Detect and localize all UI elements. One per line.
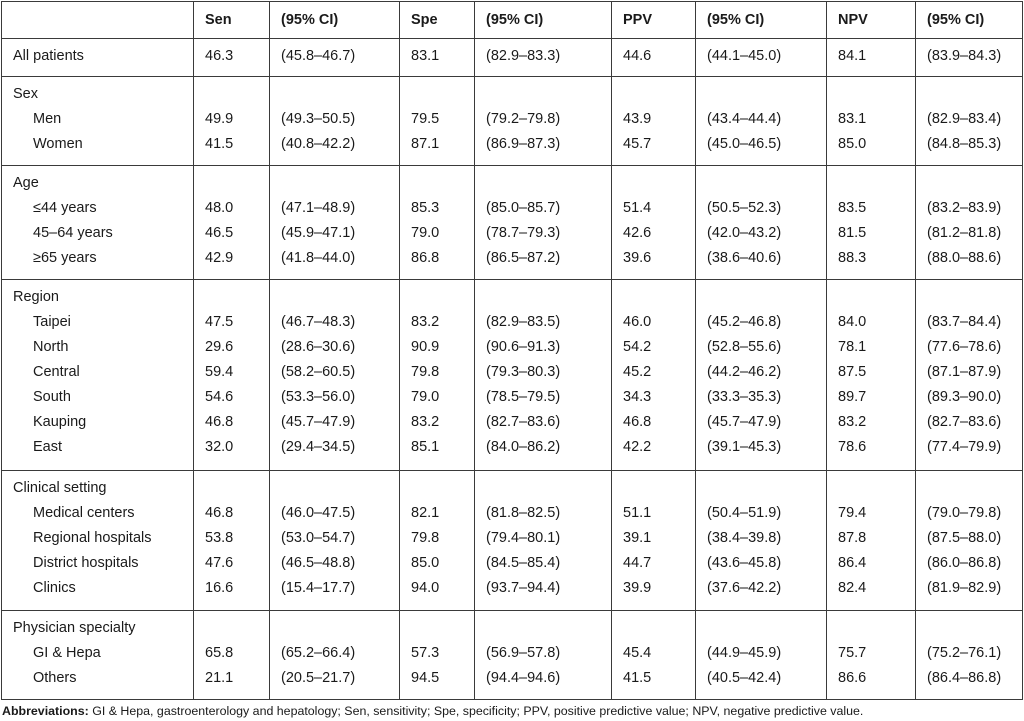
estimate-value: 82.1 (411, 505, 440, 522)
estimate-value: 29.6 (205, 339, 234, 356)
estimate-value: 79.5 (411, 110, 440, 127)
value-cell (827, 611, 916, 700)
header-cell (2, 2, 194, 39)
group-title: Physician specialty (13, 620, 136, 637)
estimate-value: 49.9 (205, 110, 234, 127)
estimate-value: 43.9 (623, 110, 652, 127)
ci-value: (45.8–46.7) (281, 48, 356, 64)
estimate-value: 79.8 (411, 530, 440, 547)
ci-value: (88.0–88.6) (927, 249, 1002, 266)
ci-value: (65.2–66.4) (281, 645, 356, 662)
ci-value: (79.2–79.8) (486, 110, 561, 127)
spacer (205, 476, 269, 501)
estimate-value: 79.4 (838, 505, 867, 522)
row-label: District hospitals (33, 555, 139, 572)
header-cell: PPV (612, 2, 696, 39)
estimate-value: 45.4 (623, 645, 652, 662)
estimate-value: 54.2 (623, 339, 652, 356)
ci-value: (82.7–83.6) (486, 414, 561, 431)
ci-value: (33.3–35.3) (707, 389, 782, 406)
estimate-value: 39.1 (623, 530, 652, 547)
ci-value: (29.4–34.5) (281, 439, 356, 456)
results-table (1, 1, 1023, 700)
row-label: Women (33, 135, 83, 152)
value-cell (696, 611, 827, 700)
ci-value: (56.9–57.8) (486, 645, 561, 662)
ci-value: (45.2–46.8) (707, 314, 782, 331)
ci-value: (87.5–88.0) (927, 530, 1002, 547)
spacer (623, 285, 695, 310)
header-cell: NPV (827, 2, 916, 39)
value-cell (400, 280, 475, 471)
spacer (927, 171, 1022, 196)
estimate-value: 90.9 (411, 339, 440, 356)
value-cell (194, 39, 270, 77)
footnote-text: GI & Hepa, gastroenterology and hepatology; Sen, sensitivity; Spe, specificity; PPV, positive predictive value; NPV, negative predictive value. (88, 704, 864, 718)
ci-value: (84.8–85.3) (927, 135, 1002, 152)
value-cell (612, 76, 696, 165)
value-cell (400, 611, 475, 700)
row-label: Others (33, 670, 77, 687)
ci-value: (82.9–83.5) (486, 314, 561, 331)
ci-value: (79.0–79.8) (927, 505, 1002, 522)
value-cell (916, 471, 1023, 611)
value-cell (400, 76, 475, 165)
value-cell (400, 471, 475, 611)
value-cell (475, 165, 612, 279)
estimate-value: 47.5 (205, 314, 234, 331)
ci-value: (77.6–78.6) (927, 339, 1002, 356)
estimate-value: 21.1 (205, 670, 234, 687)
spacer (486, 82, 611, 107)
row-label: North (33, 339, 69, 356)
table-row-group (2, 39, 1023, 77)
value-cell (475, 280, 612, 471)
row-label: East (33, 439, 63, 456)
table-row-group (2, 471, 1023, 611)
ci-value: (50.5–52.3) (707, 199, 782, 216)
value-cell (696, 471, 827, 611)
estimate-value: 87.5 (838, 364, 867, 381)
ci-value: (82.9–83.4) (927, 110, 1002, 127)
row-label: GI & Hepa (33, 645, 101, 662)
row-label-cell (2, 611, 194, 700)
value-cell (400, 165, 475, 279)
spacer (838, 476, 915, 501)
spacer (411, 171, 474, 196)
ci-value: (15.4–17.7) (281, 580, 356, 597)
ci-value: (46.0–47.5) (281, 505, 356, 522)
estimate-value: 16.6 (205, 580, 234, 597)
spacer (623, 476, 695, 501)
row-label: South (33, 389, 71, 406)
estimate-value: 75.7 (838, 645, 867, 662)
estimate-value: 39.9 (623, 580, 652, 597)
ci-value: (44.1–45.0) (707, 48, 782, 64)
estimate-value: 46.8 (205, 414, 234, 431)
value-cell (612, 471, 696, 611)
estimate-value: 54.6 (205, 389, 234, 406)
ci-value: (49.3–50.5) (281, 110, 356, 127)
estimate-value: 42.6 (623, 224, 652, 241)
spacer (411, 616, 474, 641)
estimate-value: 79.0 (411, 224, 440, 241)
ci-value: (45.7–47.9) (707, 414, 782, 431)
estimate-value: 86.4 (838, 555, 867, 572)
estimate-value: 83.1 (838, 110, 867, 127)
value-cell (696, 280, 827, 471)
ci-value: (79.3–80.3) (486, 364, 561, 381)
estimate-value: 86.8 (411, 249, 440, 266)
spacer (707, 476, 826, 501)
ci-value: (77.4–79.9) (927, 439, 1002, 456)
estimate-value: 47.6 (205, 555, 234, 572)
value-cell (194, 471, 270, 611)
estimate-value: 59.4 (205, 364, 234, 381)
row-label: Taipei (33, 314, 71, 331)
spacer (927, 476, 1022, 501)
estimate-value: 85.3 (411, 199, 440, 216)
group-title: Clinical setting (13, 480, 107, 497)
ci-value: (38.6–40.6) (707, 249, 782, 266)
value-cell (475, 76, 612, 165)
value-cell (194, 76, 270, 165)
group-title: Age (13, 174, 39, 191)
estimate-value: 87.8 (838, 530, 867, 547)
header-cell: (95% CI) (475, 2, 612, 39)
estimate-value: 65.8 (205, 645, 234, 662)
ci-value: (90.6–91.3) (486, 339, 561, 356)
spacer (205, 171, 269, 196)
spacer (707, 616, 826, 641)
estimate-value: 83.2 (411, 314, 440, 331)
spacer (281, 285, 399, 310)
estimate-value: 79.8 (411, 364, 440, 381)
ci-value: (53.3–56.0) (281, 389, 356, 406)
estimate-value: 46.8 (623, 414, 652, 431)
estimate-value: 89.7 (838, 389, 867, 406)
row-label: Men (33, 110, 62, 127)
value-cell (696, 39, 827, 77)
value-cell (827, 280, 916, 471)
ci-value: (41.8–44.0) (281, 249, 356, 266)
estimate-value: 79.0 (411, 389, 440, 406)
row-label: Medical centers (33, 505, 135, 522)
estimate-value: 53.8 (205, 530, 234, 547)
value-cell (612, 611, 696, 700)
estimate-value: 45.2 (623, 364, 652, 381)
group-title: Sex (13, 85, 38, 102)
spacer (486, 171, 611, 196)
table-row-group (2, 280, 1023, 471)
estimate-value: 83.2 (411, 414, 440, 431)
row-label-cell (2, 280, 194, 471)
ci-value: (78.5–79.5) (486, 389, 561, 406)
footnote (2, 703, 863, 720)
value-cell (916, 39, 1023, 77)
estimate-value: 83.5 (838, 199, 867, 216)
header-row (2, 2, 1023, 39)
ci-value: (40.8–42.2) (281, 135, 356, 152)
ci-value: (82.9–83.3) (486, 48, 561, 64)
spacer (411, 285, 474, 310)
estimate-value: 87.1 (411, 135, 440, 152)
row-label: 45–64 years (33, 224, 113, 241)
estimate-value: 83.2 (838, 414, 867, 431)
estimate-value: 46.5 (205, 224, 234, 241)
row-label: ≥65 years (33, 249, 97, 266)
header-cell: (95% CI) (270, 2, 400, 39)
estimate-value: 46.3 (205, 48, 234, 64)
estimate-value: 57.3 (411, 645, 440, 662)
spacer (281, 171, 399, 196)
estimate-value: 51.4 (623, 199, 652, 216)
spacer (838, 171, 915, 196)
ci-value: (79.4–80.1) (486, 530, 561, 547)
row-label: Clinics (33, 580, 76, 597)
ci-value: (52.8–55.6) (707, 339, 782, 356)
group-title: Region (13, 289, 59, 306)
estimate-value: 78.6 (838, 439, 867, 456)
spacer (927, 285, 1022, 310)
spacer (411, 476, 474, 501)
value-cell (270, 39, 400, 77)
ci-value: (40.5–42.4) (707, 670, 782, 687)
spacer (486, 616, 611, 641)
estimate-value: 84.0 (838, 314, 867, 331)
value-cell (696, 165, 827, 279)
header-cell: (95% CI) (696, 2, 827, 39)
value-cell (400, 39, 475, 77)
estimate-value: 78.1 (838, 339, 867, 356)
value-cell (612, 280, 696, 471)
ci-value: (53.0–54.7) (281, 530, 356, 547)
estimate-value: 88.3 (838, 249, 867, 266)
estimate-value: 41.5 (205, 135, 234, 152)
ci-value: (39.1–45.3) (707, 439, 782, 456)
row-label-cell (2, 471, 194, 611)
value-cell (827, 76, 916, 165)
row-label: All patients (13, 48, 84, 64)
value-cell (696, 76, 827, 165)
ci-value: (45.9–47.1) (281, 224, 356, 241)
estimate-value: 94.5 (411, 670, 440, 687)
spacer (486, 476, 611, 501)
estimate-value: 45.7 (623, 135, 652, 152)
value-cell (475, 471, 612, 611)
footnote-label: Abbreviations: (2, 704, 89, 718)
header-cell: (95% CI) (916, 2, 1023, 39)
table-row-group (2, 611, 1023, 700)
ci-value: (86.9–87.3) (486, 135, 561, 152)
value-cell (270, 165, 400, 279)
ci-value: (20.5–21.7) (281, 670, 356, 687)
ci-value: (78.7–79.3) (486, 224, 561, 241)
spacer (205, 285, 269, 310)
estimate-value: 41.5 (623, 670, 652, 687)
estimate-value: 39.6 (623, 249, 652, 266)
ci-value: (81.9–82.9) (927, 580, 1002, 597)
ci-value: (45.0–46.5) (707, 135, 782, 152)
ci-value: (86.4–86.8) (927, 670, 1002, 687)
ci-value: (81.2–81.8) (927, 224, 1002, 241)
estimate-value: 42.9 (205, 249, 234, 266)
table-row-group (2, 76, 1023, 165)
ci-value: (82.7–83.6) (927, 414, 1002, 431)
estimate-value: 32.0 (205, 439, 234, 456)
estimate-value: 85.1 (411, 439, 440, 456)
estimate-value: 85.0 (838, 135, 867, 152)
row-label: Central (33, 364, 80, 381)
ci-value: (58.2–60.5) (281, 364, 356, 381)
ci-value: (37.6–42.2) (707, 580, 782, 597)
spacer (281, 82, 399, 107)
ci-value: (85.0–85.7) (486, 199, 561, 216)
header-cell: Spe (400, 2, 475, 39)
spacer (927, 616, 1022, 641)
ci-value: (84.0–86.2) (486, 439, 561, 456)
value-cell (270, 471, 400, 611)
spacer (205, 616, 269, 641)
spacer (707, 82, 826, 107)
ci-value: (83.2–83.9) (927, 199, 1002, 216)
ci-value: (38.4–39.8) (707, 530, 782, 547)
ci-value: (42.0–43.2) (707, 224, 782, 241)
spacer (838, 82, 915, 107)
spacer (623, 82, 695, 107)
spacer (486, 285, 611, 310)
ci-value: (81.8–82.5) (486, 505, 561, 522)
ci-value: (28.6–30.6) (281, 339, 356, 356)
row-label-cell (2, 76, 194, 165)
value-cell (827, 39, 916, 77)
ci-value: (43.4–44.4) (707, 110, 782, 127)
value-cell (827, 165, 916, 279)
value-cell (916, 76, 1023, 165)
ci-value: (75.2–76.1) (927, 645, 1002, 662)
value-cell (194, 280, 270, 471)
estimate-value: 42.2 (623, 439, 652, 456)
estimate-value: 81.5 (838, 224, 867, 241)
estimate-value: 84.1 (838, 48, 867, 64)
value-cell (916, 165, 1023, 279)
estimate-value: 83.1 (411, 48, 440, 64)
spacer (927, 82, 1022, 107)
ci-value: (86.5–87.2) (486, 249, 561, 266)
row-label: Kauping (33, 414, 87, 431)
spacer (623, 171, 695, 196)
estimate-value: 48.0 (205, 199, 234, 216)
ci-value: (87.1–87.9) (927, 364, 1002, 381)
ci-value: (47.1–48.9) (281, 199, 356, 216)
ci-value: (50.4–51.9) (707, 505, 782, 522)
value-cell (194, 165, 270, 279)
estimate-value: 86.6 (838, 670, 867, 687)
value-cell (612, 165, 696, 279)
ci-value: (45.7–47.9) (281, 414, 356, 431)
ci-value: (44.9–45.9) (707, 645, 782, 662)
ci-value: (83.9–84.3) (927, 48, 1002, 64)
value-cell (194, 611, 270, 700)
header-cell: Sen (194, 2, 270, 39)
ci-value: (44.2–46.2) (707, 364, 782, 381)
value-cell (270, 611, 400, 700)
estimate-value: 46.8 (205, 505, 234, 522)
spacer (838, 616, 915, 641)
spacer (838, 285, 915, 310)
ci-value: (83.7–84.4) (927, 314, 1002, 331)
ci-value: (84.5–85.4) (486, 555, 561, 572)
spacer (623, 616, 695, 641)
estimate-value: 51.1 (623, 505, 652, 522)
spacer (411, 82, 474, 107)
ci-value: (46.7–48.3) (281, 314, 356, 331)
row-label-cell (2, 165, 194, 279)
ci-value: (89.3–90.0) (927, 389, 1002, 406)
spacer (707, 285, 826, 310)
estimate-value: 34.3 (623, 389, 652, 406)
estimate-value: 94.0 (411, 580, 440, 597)
estimate-value: 46.0 (623, 314, 652, 331)
spacer (205, 82, 269, 107)
value-cell (475, 39, 612, 77)
value-cell (270, 280, 400, 471)
estimate-value: 85.0 (411, 555, 440, 572)
table-row-group (2, 165, 1023, 279)
row-label-cell (2, 39, 194, 77)
spacer (281, 616, 399, 641)
spacer (281, 476, 399, 501)
spacer (707, 171, 826, 196)
ci-value: (86.0–86.8) (927, 555, 1002, 572)
table-body (2, 39, 1023, 700)
value-cell (612, 39, 696, 77)
estimate-value: 82.4 (838, 580, 867, 597)
value-cell (270, 76, 400, 165)
estimate-value: 44.6 (623, 48, 652, 64)
row-label: ≤44 years (33, 199, 97, 216)
row-label: Regional hospitals (33, 530, 152, 547)
ci-value: (46.5–48.8) (281, 555, 356, 572)
value-cell (916, 280, 1023, 471)
ci-value: (94.4–94.6) (486, 670, 561, 687)
ci-value: (43.6–45.8) (707, 555, 782, 572)
ci-value: (93.7–94.4) (486, 580, 561, 597)
value-cell (827, 471, 916, 611)
value-cell (475, 611, 612, 700)
estimate-value: 44.7 (623, 555, 652, 572)
value-cell (916, 611, 1023, 700)
